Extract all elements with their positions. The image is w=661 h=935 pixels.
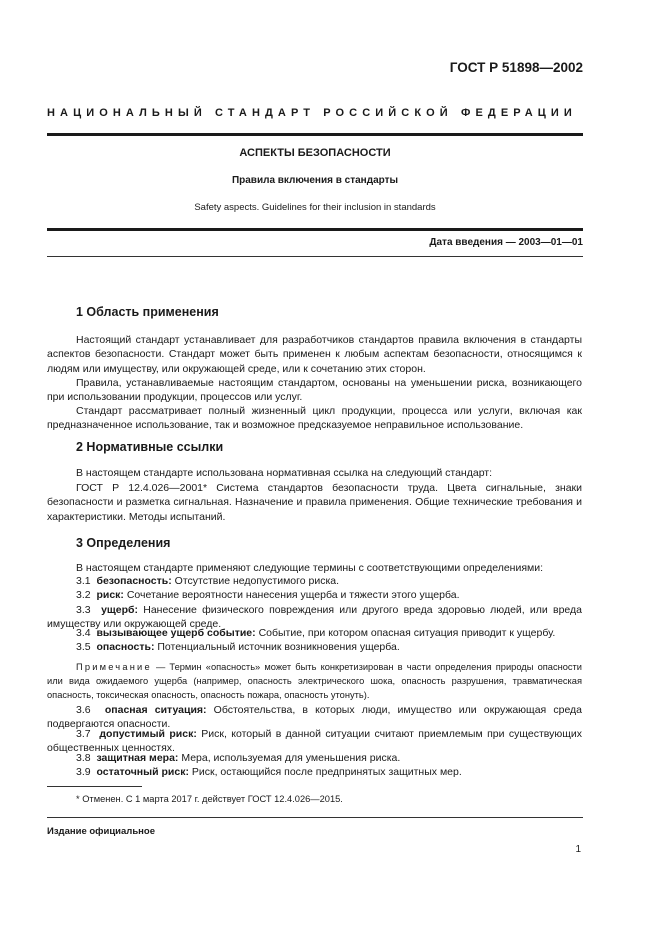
title-divider: [47, 228, 583, 231]
section-3-heading: 3 Определения: [76, 536, 171, 550]
page-number: 1: [575, 844, 581, 855]
term-3-3: 3.3 ущерб: Нанесение физического повреждения или другого вреда здоровью людей, или вреда имуществу или окружающей среде.: [47, 604, 582, 631]
standard-subtitle: Правила включения в стандарты: [231, 175, 399, 186]
section-2-paragraph-1: В настоящем стандарте использована нормативная ссылка на следующий стандарт:: [76, 467, 493, 479]
term-3-6: 3.6 опасная ситуация: Обстоятельства, в которых люди, имущество или окружающая среда подвергаются опасности.: [47, 704, 583, 731]
standard-title: АСПЕКТЫ БЕЗОПАСНОСТИ: [239, 147, 391, 159]
date-divider: [47, 256, 583, 257]
english-title: Safety aspects. Guidelines for their inclusion in standards: [194, 202, 436, 213]
term-3-7: 3.7 допустимый риск: Риск, который в данной ситуации считают приемлемым при существующих общественных ценностях.: [47, 728, 582, 755]
section-1-heading: 1 Область применения: [76, 305, 219, 319]
section-1-paragraph-3: Стандарт рассматривает полный жизненный цикл продукции, процесса или услуги, включая как предназначенное использование, так и возможное предсказуемое неправильное использование.: [47, 405, 582, 432]
document-code: ГОСТ Р 51898—2002: [449, 60, 583, 75]
definitions-note: Примечание — Термин «опасность» может быть конкретизирован в части определения природы опасности или вида ожидаемого ущерба (например, опасность электрического шока, опасность разрушения, травматическая опасность, токсическая опасность, опасность пожара, опасность утонуть).: [47, 662, 582, 700]
term-3-2: 3.2 риск: Сочетание вероятности нанесения ущерба и тяжести этого ущерба.: [76, 589, 460, 601]
edition-label: Издание официальное: [47, 826, 155, 837]
section-1-paragraph-1: Настоящий стандарт устанавливает для разработчиков стандартов правила включения в стандарты аспектов безопасности. Стандарт может быть применен к любым аспектам безопасности, относящимся к людям или имуществу, или окружающей среде, или к сочетанию этих сторон.: [47, 334, 582, 375]
bottom-divider: [47, 817, 583, 818]
national-standard-banner: НАЦИОНАЛЬНЫЙ СТАНДАРТ РОССИЙСКОЙ ФЕДЕРАЦИИ: [47, 107, 577, 119]
footnote: * Отменен. С 1 марта 2017 г. действует ГОСТ 12.4.026—2015.: [76, 794, 343, 804]
term-3-1: 3.1 безопасность: Отсутствие недопустимого риска.: [76, 575, 340, 587]
introduction-date: Дата введения — 2003—01—01: [429, 237, 583, 248]
term-3-9: 3.9 остаточный риск: Риск, остающийся после предпринятых защитных мер.: [76, 766, 462, 778]
section-3-intro: В настоящем стандарте применяют следующие термины с соответствующими определениями:: [76, 562, 544, 574]
footnote-divider: [47, 786, 142, 787]
term-3-5: 3.5 опасность: Потенциальный источник возникновения ущерба.: [76, 641, 400, 653]
section-1-paragraph-2: Правила, устанавливаемые настоящим стандартом, основаны на уменьшении риска, возникающего при использовании продукции, процессов или услуг.: [47, 377, 582, 404]
term-3-8: 3.8 защитная мера: Мера, используемая для уменьшения риска.: [76, 752, 401, 764]
top-divider: [47, 133, 583, 136]
section-2-heading: 2 Нормативные ссылки: [76, 440, 224, 454]
term-3-4: 3.4 вызывающее ущерб событие: Событие, при котором опасная ситуация приводит к ущербу.: [76, 627, 556, 639]
section-2-paragraph-2: ГОСТ Р 12.4.026—2001* Система стандартов безопасности труда. Цвета сигнальные, знаки безопасности и разметка сигнальная. Назначение и правила применения. Общие технические требования и характеристики. Методы испытаний.: [47, 482, 582, 523]
